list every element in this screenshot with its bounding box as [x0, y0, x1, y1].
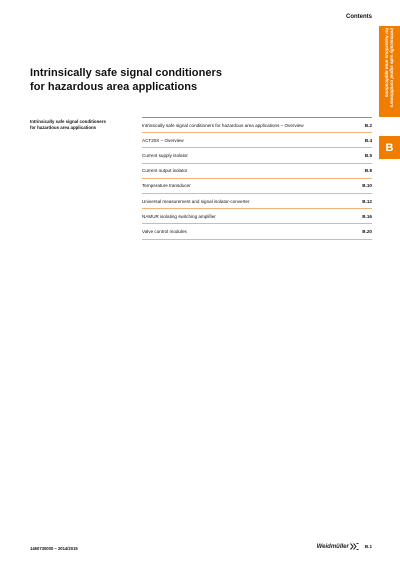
- toc-entry-page: B.20: [362, 228, 372, 234]
- toc-entry-title: Valve control modules: [142, 228, 187, 234]
- side-tab-text: [380, 28, 399, 116]
- toc-entry-page: B.4: [364, 137, 372, 143]
- toc-entry-title: NAMUR isolating switching amplifier: [142, 213, 216, 219]
- chapter-side-tab: [379, 26, 400, 117]
- page-title-line: Intrinsically safe signal conditioners: [30, 67, 223, 79]
- toc-entry-page: B.16: [362, 213, 372, 219]
- toc-entry[interactable]: [142, 148, 372, 163]
- toc-entry-title: Universal measurement and signal isolator-converter: [142, 198, 250, 204]
- toc-entry[interactable]: [142, 209, 372, 224]
- toc-entry-page: B.5: [364, 152, 372, 158]
- page-title: [30, 66, 222, 94]
- side-tab-line: for hazardous area applications: [384, 28, 390, 98]
- toc-entry[interactable]: [142, 133, 372, 148]
- toc-entry[interactable]: [142, 164, 372, 179]
- side-tab-line: Intrinsically safe signal conditioners: [389, 28, 395, 108]
- logo-wordmark: Weidmüller: [316, 543, 349, 550]
- section-label-line: Intrinsically safe signal conditioners: [30, 119, 106, 124]
- toc-entry-title: ACT20X – Overview: [142, 137, 184, 143]
- toc-entry[interactable]: [142, 179, 372, 194]
- header-section-label: Contents: [346, 14, 372, 20]
- footer-branding: [317, 543, 372, 550]
- footer-document-code: 1460730000 – 2014/2015: [30, 546, 78, 551]
- toc-entry-page: B.12: [362, 198, 372, 204]
- toc-entry-title: Current output isolator: [142, 168, 188, 174]
- toc-entry-title: Temperature transducer: [142, 183, 191, 189]
- toc-entry-title: Current supply isolator: [142, 152, 188, 158]
- toc-entry-page: B.10: [362, 183, 372, 189]
- page-title-line: for hazardous area applications: [30, 81, 198, 93]
- toc-entry-title: Intrinsically safe signal conditioners for hazardous area applications – Overview: [142, 122, 304, 128]
- toc-entry-page: B.2: [364, 122, 372, 128]
- section-label: [30, 119, 135, 132]
- toc-entry[interactable]: [142, 118, 372, 133]
- chapter-letter-badge: B: [379, 136, 400, 159]
- weidmuller-logo: [317, 543, 359, 550]
- toc-entry[interactable]: [142, 194, 372, 209]
- weidmuller-logo-icon: [350, 543, 359, 550]
- toc-entry[interactable]: [142, 224, 372, 239]
- footer-page-number: B.1: [364, 544, 372, 549]
- toc-entry-page: B.8: [364, 168, 372, 174]
- table-of-contents: [142, 117, 372, 240]
- section-label-line: for hazardous area applications: [30, 125, 97, 131]
